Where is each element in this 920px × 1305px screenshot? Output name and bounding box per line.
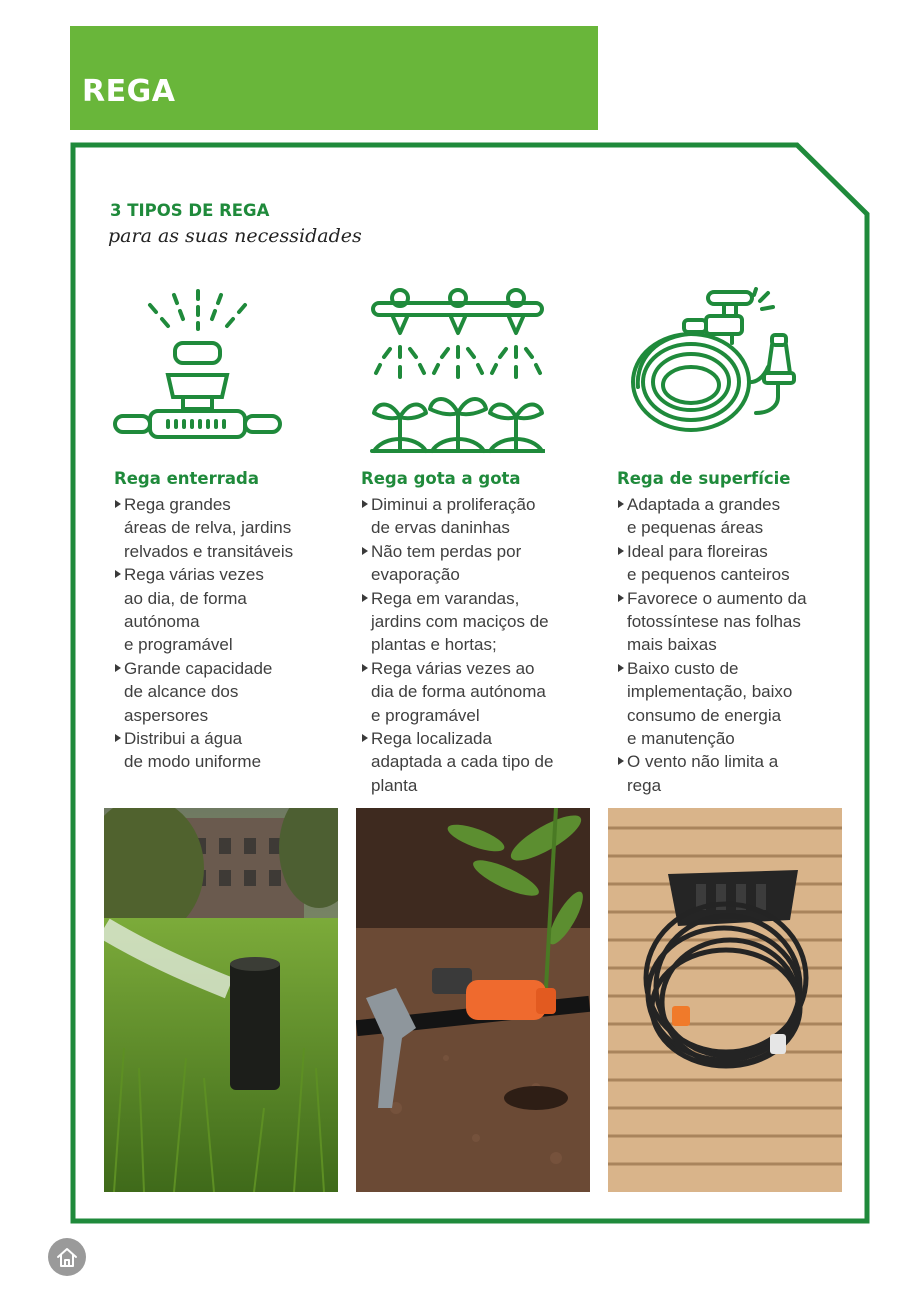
list-item: Rega localizada adaptada a cada tipo de planta: [361, 727, 596, 797]
list-item: Rega várias vezes ao dia de forma autónoma e programável: [361, 657, 596, 727]
section-subtitle: para as suas necessidades: [108, 225, 362, 247]
list-item: Diminui a proliferação de ervas daninhas: [361, 493, 596, 540]
list-item: Ideal para floreiras e pequenos canteiros: [617, 540, 852, 587]
list-item: Adaptada a grandes e pequenas áreas: [617, 493, 852, 540]
page-title: REGA: [82, 74, 176, 109]
column-rega-de-superficie: [617, 468, 852, 797]
sprinkler-icon: [110, 285, 285, 455]
column-title: Rega de superfície: [617, 469, 791, 488]
list-item: Distribui a água de modo uniforme: [114, 727, 336, 774]
pop-up-sprinkler-in-lawn-photo: [104, 808, 338, 1192]
bullet-list: [617, 493, 852, 797]
list-item: Não tem perdas por evaporação: [361, 540, 596, 587]
list-item: Baixo custo de implementação, baixo consumo de energia e manutenção: [617, 657, 852, 751]
column-title: Rega enterrada: [114, 469, 259, 488]
column-rega-enterrada: [114, 468, 336, 774]
drip-emitter-in-soil-photo: [356, 808, 590, 1192]
list-item: Grande capacidade de alcance dos aspersores: [114, 657, 336, 727]
garden-hose-icon: [628, 287, 803, 455]
column-rega-gota-a-gota: [361, 468, 596, 797]
bullet-list: [361, 493, 596, 797]
hose-on-wall-hanger-photo: [608, 808, 842, 1192]
list-item: Rega em varandas, jardins com maciços de plantas e hortas;: [361, 587, 596, 657]
list-item: Rega grandes áreas de relva, jardins relvados e transitáveis: [114, 493, 336, 563]
home-button[interactable]: [48, 1238, 86, 1276]
home-icon: [55, 1246, 79, 1268]
list-item: O vento não limita a rega: [617, 750, 852, 797]
column-title: Rega gota a gota: [361, 469, 521, 488]
bullet-list: [114, 493, 336, 774]
drip-irrigation-icon: [370, 287, 545, 455]
section-kicker: 3 TIPOS DE REGA: [110, 201, 270, 220]
list-item: Rega várias vezes ao dia, de forma autónoma e programável: [114, 563, 336, 657]
list-item: Favorece o aumento da fotossíntese nas folhas mais baixas: [617, 587, 852, 657]
